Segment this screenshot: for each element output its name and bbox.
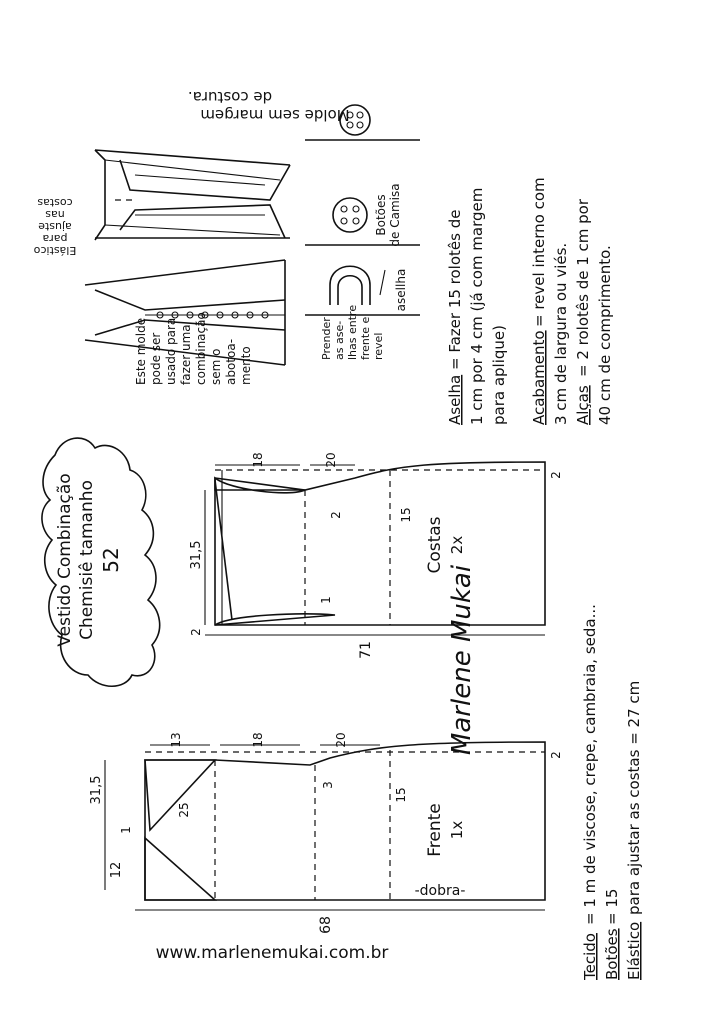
svg-text:31,5: 31,5 [189,540,204,570]
svg-text:pode ser: pode ser [149,332,163,385]
svg-text:71: 71 [358,641,374,659]
svg-text:2: 2 [549,751,563,759]
svg-text:1 cm por 4 cm (já com margem: 1 cm por 4 cm (já com margem [468,187,486,425]
instructions [446,177,614,425]
materials [581,604,643,981]
top-note [188,88,350,124]
svg-text:20: 20 [324,452,338,468]
loop-label: asellha [394,268,408,312]
svg-text:as ase-: as ase- [333,320,346,360]
svg-text:3: 3 [321,781,335,789]
svg-text:revel: revel [372,332,385,360]
svg-text:18: 18 [251,732,265,748]
dress-back-illustration [95,150,290,240]
buttons-label [374,183,402,246]
title-line2: Chemisiê tamanho [77,480,97,640]
svg-text:12: 12 [109,861,124,879]
svg-text:de Camisa: de Camisa [388,183,402,247]
svg-text:Prender: Prender [320,317,333,360]
svg-text:Elástico: Elástico [33,244,77,257]
front-pattern-piece [105,742,545,910]
svg-text:Este molde: Este molde [134,317,148,385]
svg-text:mento: mento [239,346,253,385]
svg-text:= 1 m de viscose, crepe, cambr: = 1 m de viscose, crepe, cambraia, seda... [581,604,599,925]
elastic-label [33,196,76,257]
front-dims [89,732,563,934]
svg-text:Botões: Botões [374,194,388,236]
back-qty: 2x [448,535,466,555]
back-dims [189,452,563,659]
svg-text:ajuste: ajuste [38,220,72,233]
svg-text:40 cm de comprimento.: 40 cm de comprimento. [596,245,614,425]
svg-text:15: 15 [394,787,408,803]
svg-text:combinação: combinação [194,312,208,385]
note-line2: de costura. [187,88,273,106]
svg-text:25: 25 [177,802,191,818]
svg-text:para ajustar as costas = 27 cm: para ajustar as costas = 27 cm [625,680,643,915]
svg-text:15: 15 [399,507,413,523]
svg-text:= 15: = 15 [603,888,621,925]
back-label: Costas [425,516,445,574]
svg-text:abotoa-: abotoa- [224,338,238,385]
title-cloud [42,438,160,686]
svg-text:13: 13 [169,732,183,748]
svg-text:1: 1 [119,826,133,834]
signature [447,564,477,755]
svg-text:lhas entre: lhas entre [346,304,359,360]
title-line1: Vestido Combinação [55,473,75,647]
svg-text:frente e: frente e [359,316,372,360]
title-size: 52 [99,547,123,573]
svg-text:20: 20 [334,732,348,748]
svg-text:fazer uma: fazer uma [179,324,193,385]
svg-text:18: 18 [251,452,265,468]
svg-text:nas: nas [45,208,65,221]
combo-note [134,312,253,385]
svg-text:= Fazer 15 rolotês de: = Fazer 15 rolotês de [446,209,464,370]
loop-detail [330,266,385,305]
front-label: Frente [425,803,445,857]
svg-text:2: 2 [549,471,563,479]
svg-text:= revel interno com: = revel interno com [530,177,548,327]
svg-text:usado para: usado para [164,317,178,385]
svg-text:1: 1 [319,596,333,604]
svg-text:Marlene Mukai: Marlene Mukai [447,564,477,756]
acabamento-term: Acabamento [530,330,548,425]
note-line1: Molde sem margem [200,106,350,124]
front-qty: 1x [448,820,466,840]
fold-label: -dobra- [414,883,466,899]
alcas-term: Alças [574,385,592,425]
tecido-term: Tecido [581,933,599,980]
svg-text:68: 68 [318,916,334,934]
loop-note [320,305,385,360]
svg-text:para: para [42,232,68,245]
svg-text:= 2 rolotês de 1 cm por: = 2 rolotês de 1 cm por [574,198,592,377]
svg-text:3 cm de largura ou viés.: 3 cm de largura ou viés. [552,242,570,425]
svg-text:2: 2 [189,628,203,636]
elastico-term: Elástico [625,921,643,980]
asellha-term: Aselha [446,374,464,425]
svg-text:para aplique): para aplique) [490,325,508,425]
botoes-term: Botões [603,928,621,980]
svg-text:costas: costas [37,196,73,209]
svg-text:2: 2 [329,511,343,519]
website: www.marlenemukai.com.br [155,943,389,963]
back-pattern-piece [205,462,545,635]
svg-text:sem o: sem o [209,348,223,385]
svg-text:31,5: 31,5 [89,775,104,805]
